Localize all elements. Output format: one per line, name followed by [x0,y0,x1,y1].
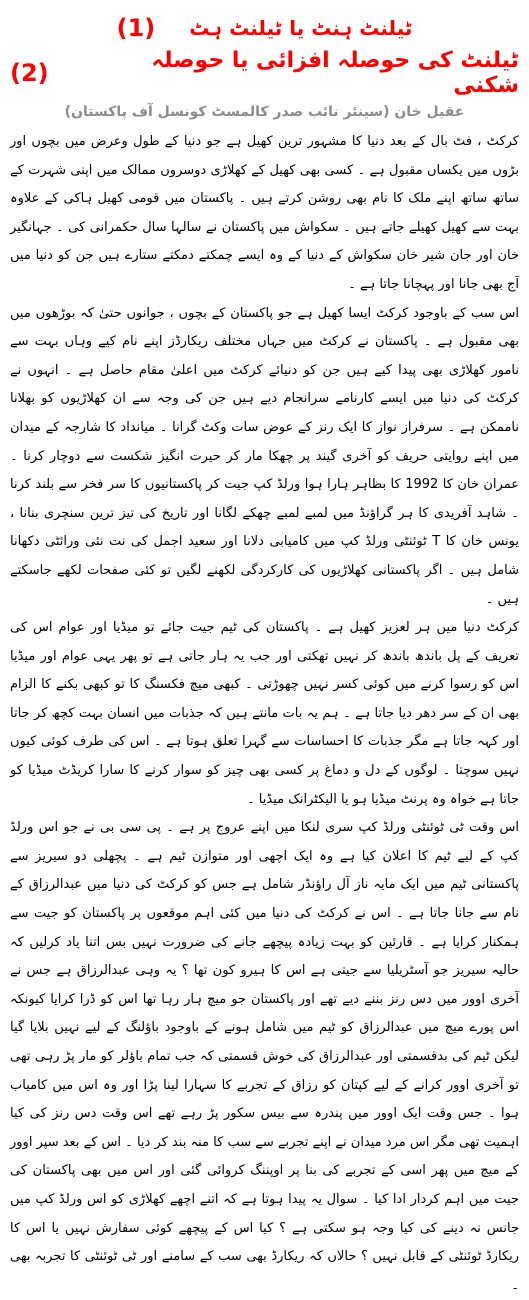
author-byline: عقیل خان (سینئر نائب صدر کالمسٹ کونسل آف پاکستان) [64,104,465,120]
headline-1-text: ٹیلنٹ ہنٹ یا ٹیلنٹ ہٹ [189,16,413,40]
headline-1 [10,8,519,48]
headline-1-number: (1) [116,14,156,42]
article-paragraph-3: کرکٹ دنیا میں ہر لعزیز کھیل ہے ۔ پاکستان کی ٹیم جیت جائے تو میڈیا اور عوام اس کی تعریف کے پل باندھ باندھ کر نہیں تھکتی اور جب یہ ہار جاتی ہے تو پھر یہی عوام اور میڈیا اس کو رسوا کرنے میں کوئی کسر نہیں چھوڑتی ۔ کبھی میچ فکسنگ کا تو کبھی بکنے کا الزام بھی ان کے سر دھر دیا جاتا ہے ۔ ہم یہ بات مانتے ہیں کہ جذبات میں انسان بہت کچھ کر جاتا اور کہہ جاتا ہے مگر جذبات کا احساسات سے گہرا تعلق ہوتا ہے ۔ اس کی طرف کوئی کیوں نہیں سوچتا ۔ لوگوں کے دل و دماغ پر کسی بھی چیز کو سوار کرنے کا سارا کریڈٹ میڈیا کو جاتا ہے خواہ وہ پرنٹ میڈیا ہو یا الیکٹرانک میڈیا ۔ [10,620,519,807]
article-paragraph-1: کرکٹ ، فٹ بال کے بعد دنیا کا مشہور ترین کھیل ہے جو دنیا کے طول وعرض میں بچوں اور بڑوں میں یکساں مقبول ہے ۔ کسی بھی کھیل کے کھلاڑی دوسروں ممالک میں اپنی شہرت کے ساتھ ساتھ اپنے ملک کا نام بھی روشن کرتے ہیں ۔ پاکستان میں قومی کھیل ہاکی کے علاوہ بہت سے کھیل کھیلے جاتے ہیں ۔ سکواش میں پاکستان نے سالہا سال حکمرانی کی ۔ جہانگیر خان اور جان شیر خان سکواش کے دنیا کے وہ ایسے چمکتے دمکتے ستارے ہیں جن کو دنیا میں آج بھی جانا اور پہچانا جاتا ہے ۔ [10,134,519,292]
headline-2-text: ٹیلنٹ کی حوصلہ افزائی یا حوصلہ شکنی [151,48,519,98]
headline-2 [10,50,519,96]
article-paragraph-4: اس وقت ٹی ٹوئنٹی ورلڈ کپ سری لنکا میں اپنے عروج پر ہے ۔ پی سی بی نے جو اس ورلڈ کپ کے لیے ٹیم کا اعلان کیا ہے وہ ایک اچھی اور متوازن ٹیم ہے ۔ پچھلی دو سیریز سے پاکستانی ٹیم میں ایک مایہ ناز آل راؤنڈر شامل ہے جس کو کرکٹ کی دنیا میں عبدالرزاق کے نام سے جانا جاتا ہے ۔ اس نے کرکٹ کی دنیا میں کئی اہم موقعوں پر پاکستان کو جیت سے ہمکنار کرایا ہے ۔ قارئین کو بہت زیادہ پیچھے جانے کی ضرورت نہیں بس اتنا یاد کرلیں کہ حالیہ سیریز جو آسٹریلیا سے جیتی ہے اس کا ہیرو کون تھا ؟ یہ وہی عبدالرزاق ہے جس نے آخری اوور میں دس رنز بننے دیے تھے اور پاکستان جو میچ ہار رہا تھا اس کو ڈرا کرایا کیونکہ اس پورے میچ میں عبدالرزاق کو ٹیم میں شامل ہونے کے باوجود باؤلنگ کے لیے نہیں بلایا گیا لیکن ٹیم کی بدقسمتی اور عبدالرزاق کی خوش قسمتی کہ جب تمام باؤلر کو مار پڑ رہی تھی تو آخری اوور کرانے کے لیے کپتان کو رزاق کے تجربے کا سہارا لینا پڑا اور وہ اس میں کامیاب ہوا ۔ جس وقت ایک اوور میں پندرہ سے بیس سکور پڑ رہے تھے اس وقت دس رنز کی کیا اہمیت تھی مگر اس مرد میدان نے اپنے تجربے سے سب کا منہ بند کر دیا ۔ اس کے بعد سپر اوور کے میچ میں پھر اسی کے تجربے کی بنا پر اوپننگ کروائی گئی اور اس میں بھی پاکستان کی جیت میں اہم کردار ادا کیا ۔ سوال یہ پیدا ہوتا ہے کہ اتنے اچھے کھلاڑی کو اس ورلڈ کپ میں جانس نہ دینے کی کیا وجہ ہو سکتی ہے ؟ کیا اس کے پیچھے کوئی سفارش نہیں یا اس کا ریکارڈ ٹوئنٹی کے قابل نہیں ؟ حالاں کہ ریکارڈ بھی سب کے سامنے اور ٹی ٹوئنٹی کا تجربہ بھی ۔ [10,820,520,1293]
article-paragraph-2: اس سب کے باوجود کرکٹ ایسا کھیل ہے جو پاکستان کے بچوں ، جوانوں حتیٰ کہ بوڑھوں میں بھی مقبول ہے ۔ پاکستان نے کرکٹ میں جہاں مختلف ریکارڈز اپنے نام کیے وہاں بہت سے نامور کھلاڑی بھی پیدا کیے ہیں جن کو دنیائے کرکٹ میں اعلیٰ مقام حاصل ہے ۔ انہوں نے کرکٹ کی دنیا میں ایسے کارنامے سرانجام دیے ہیں جن کی وجہ سے ان کھلاڑیوں کو بھلانا ناممکن ہے ۔ سرفراز نواز کا ایک رنز کے عوض سات وکٹ گرانا ۔ میانداد کا شارجہ کے میدان میں اپنے روایتی حریف کو آخری گیند پر چھکا مار کر حیرت انگیز شکست سے دوچار کرنا ۔ عمران خان کا 1992 کا بظاہر ہارا ہوا ورلڈ کپ جیت کر پاکستانیوں کا سر فخر سے بلند کرنا ۔ شاہد آفریدی کا ہر گراؤنڈ میں لمبے لمبے چھکے لگانا اور تاریخ کی تیز ترین سنچری بنانا ، یونس خان کا T ٹوئنٹی ورلڈ کپ میں کامیابی دلانا اور سعید اجمل کی نت نئی ورائٹی دکھانا شامل ہیں ۔ اگر پاکستانی کھلاڑیوں کی کارکردگی لکھنے لگیں تو کئی صفحات لکھے جاسکتے ہیں ۔ [10,305,519,607]
headline-2-number: (2) [10,59,49,87]
